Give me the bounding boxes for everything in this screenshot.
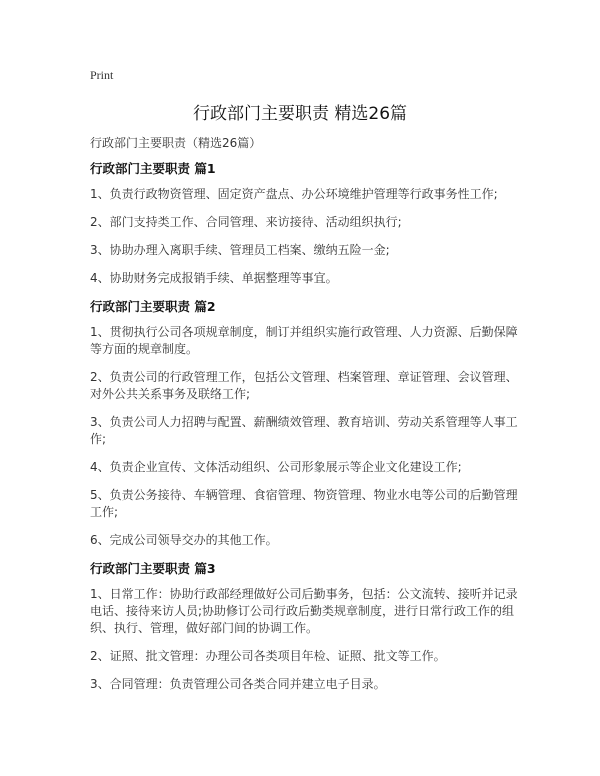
print-label: Print [90,68,114,82]
section-heading: 行政部门主要职责 篇2 [90,299,216,314]
list-item: 1、日常工作：协助行政部经理做好公司后勤事务，包括：公文流转、接听并记录电话、接待来访人员;协助修订公司行政后勤类规章制度，进行日常行政工作的组织、执行、管理，做好部门间的协调工作。 [90,587,518,635]
list-item: 3、合同管理：负责管理公司各类合同并建立电子目录。 [90,677,386,691]
list-item: 2、证照、批文管理：办理公司各类项目年检、证照、批文等工作。 [90,649,446,663]
document-subtitle: 行政部门主要职责（精选26篇） [90,136,262,150]
section-3 [90,560,520,693]
list-item: 3、协助办理入离职手续、管理员工档案、缴纳五险一金; [90,243,390,257]
section-2 [90,298,520,549]
list-item: 4、协助财务完成报销手续、单据整理等事宜。 [90,271,338,285]
section-heading: 行政部门主要职责 篇1 [90,161,216,176]
document-body [90,160,520,704]
list-item: 2、负责公司的行政管理工作，包括公文管理、档案管理、章证管理、会议管理、对外公共关系事务及联络工作; [90,370,518,401]
list-item: 3、负责公司人力招聘与配置、薪酬绩效管理、教育培训、劳动关系管理等人事工作; [90,415,518,446]
list-item: 6、完成公司领导交办的其他工作。 [90,533,278,547]
list-item: 4、负责企业宣传、文体活动组织、公司形象展示等企业文化建设工作; [90,460,462,474]
document-title: 行政部门主要职责 精选26篇 [192,104,408,124]
section-1 [90,160,520,287]
list-item: 1、负责行政物资管理、固定资产盘点、办公环境维护管理等行政事务性工作; [90,187,498,201]
section-heading: 行政部门主要职责 篇3 [90,561,216,576]
list-item: 1、贯彻执行公司各项规章制度，制订并组织实施行政管理、人力资源、后勤保障等方面的规章制度。 [90,325,518,356]
list-item: 2、部门支持类工作、合同管理、来访接待、活动组织执行; [90,215,402,229]
list-item: 5、负责公务接待、车辆管理、食宿管理、物资管理、物业水电等公司的后勤管理工作; [90,488,518,519]
